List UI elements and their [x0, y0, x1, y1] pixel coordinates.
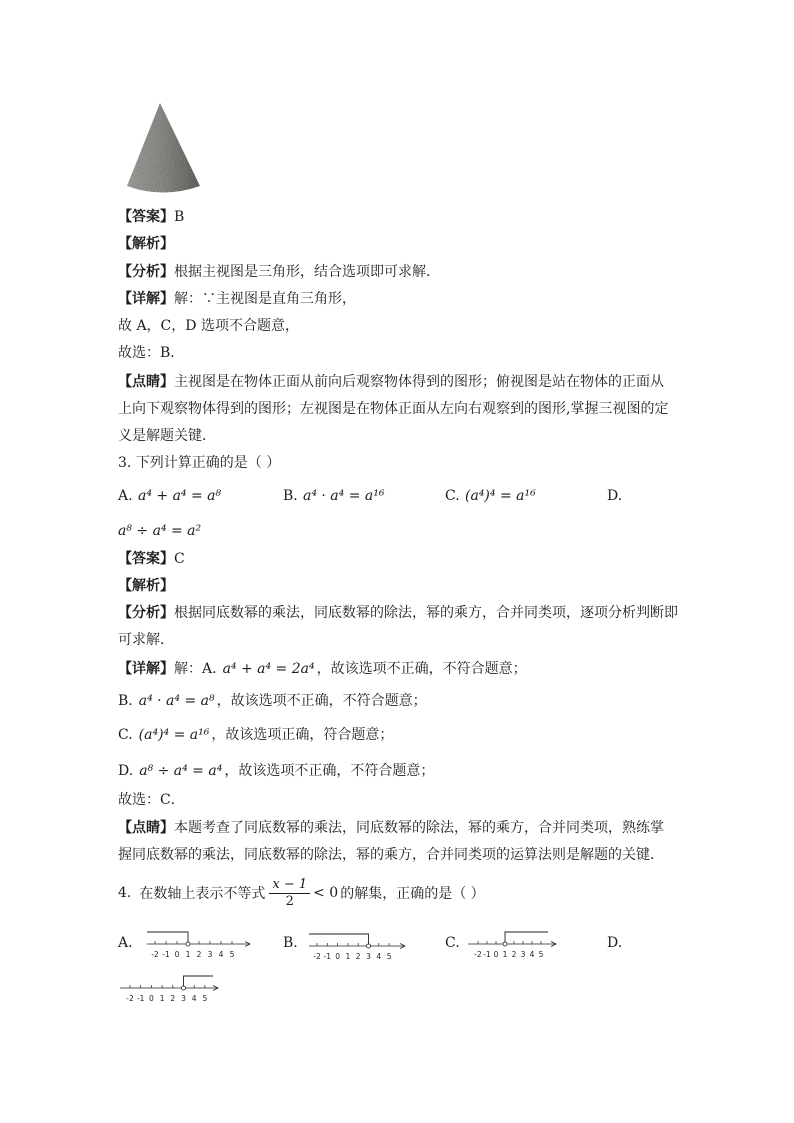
detail-text: 解：∵主视图是直角三角形， — [174, 291, 356, 307]
number-line-tick-label: 5 — [202, 994, 208, 1003]
boundary-point — [182, 986, 186, 990]
q3-option-c — [445, 486, 538, 506]
q3-stem — [118, 453, 280, 473]
boundary-point — [503, 942, 507, 946]
solution-ray — [505, 932, 548, 944]
option-letter: A. — [118, 488, 133, 504]
fraction-numerator: x − 1 — [269, 877, 310, 894]
option-expression: (a⁴)⁴ = a¹⁶ — [465, 488, 536, 504]
detail-prefix: D. — [118, 763, 134, 779]
q3-choice: 故选：C． — [118, 792, 185, 808]
number-line-tick-label: 3 — [207, 950, 213, 959]
q2-comment-line-3: 义是解题关键． — [118, 428, 216, 444]
q3-detail-d — [118, 761, 434, 781]
question-number: 4. — [118, 885, 132, 901]
detail-verdict: ，故该选项正确，符合题意； — [211, 727, 394, 743]
q4-option-b-number-line — [307, 930, 409, 964]
detail-prefix: A. — [202, 661, 217, 677]
q4-option-a-letter: A. — [118, 935, 133, 951]
q3-option-d-letter: D. — [607, 488, 623, 504]
question-text-before: 在数轴上表示不等式 — [139, 886, 266, 902]
solution-ray — [184, 976, 214, 988]
cone-shape — [127, 103, 200, 193]
boundary-point — [367, 944, 371, 948]
number-line-tick-label: 4 — [218, 950, 224, 959]
q3-analysis-line-2: 可求解． — [118, 632, 174, 648]
q2-analysis-heading: 【解析】 — [118, 236, 174, 252]
q3-detail-c — [118, 725, 393, 745]
number-line-tick-label: 2 — [511, 950, 517, 959]
question-text-after: 的解集，正确的是（ ） — [340, 886, 485, 902]
cone-figure — [124, 100, 206, 198]
q2-choice: 故选：B． — [118, 345, 185, 361]
number-line-tick-label: -2 — [313, 952, 321, 961]
analysis-label: 【分析】 — [118, 264, 174, 280]
q2-comment-line-2: 上向下观察物体得到的图形；左视图是在物体正面从左向右观察到的图形,掌握三视图的定 — [118, 401, 669, 417]
number-line-tick-label: 3 — [520, 950, 526, 959]
q4-option-a-number-line — [145, 928, 255, 962]
detail-prefix: B. — [118, 693, 133, 709]
number-line-tick-label: -1 — [483, 950, 491, 959]
q3-analysis-heading: 【解析】 — [118, 578, 174, 594]
detail-expression: (a⁴)⁴ = a¹⁶ — [138, 727, 210, 743]
number-line-tick-label: 2 — [170, 994, 176, 1003]
detail-lead: 解： — [174, 661, 202, 677]
q3-detail-b — [118, 691, 427, 711]
fraction-denominator: 2 — [285, 893, 294, 909]
option-letter: B. — [283, 488, 298, 504]
number-line-tick-label: 3 — [366, 952, 371, 961]
comment-text: 本题考查了同底数幂的乘法，同底数幂的除法，幂的乘方，合并同类项，熟练掌 — [174, 820, 664, 836]
q4-option-c-number-line — [466, 928, 560, 962]
q4-option-d-letter: D. — [607, 935, 623, 951]
number-line-tick-label: 0 — [174, 950, 180, 959]
q3-answer — [118, 549, 185, 569]
detail-expression: a⁸ ÷ a⁴ = a⁴ — [139, 763, 223, 779]
number-line-tick-label: -1 — [162, 950, 170, 959]
comment-label: 【点睛】 — [118, 374, 174, 390]
number-line-tick-label: 0 — [493, 950, 499, 959]
q3-option-d-expression — [118, 521, 203, 541]
boundary-point — [186, 942, 190, 946]
q4-option-d-number-line — [118, 972, 222, 1006]
comment-label: 【点睛】 — [118, 820, 174, 836]
solution-ray — [147, 932, 188, 944]
q2-detail — [118, 289, 356, 309]
q2-analysis — [118, 262, 440, 282]
analysis-text: 根据同底数幂的乘法，同底数幂的除法，幂的乘方，合并同类项，逐项分析判断即 — [174, 605, 678, 621]
question-number: 3. — [118, 455, 132, 471]
option-expression: a⁴ · a⁴ = a¹⁶ — [303, 488, 385, 504]
option-expression: a⁴ + a⁴ = a⁸ — [138, 488, 222, 504]
inequality-relation: < 0 — [313, 885, 339, 901]
number-line-tick-label: 3 — [181, 994, 186, 1003]
number-line-tick-label: 5 — [229, 950, 235, 959]
detail-verdict: ，故该选项不正确，不符合题意； — [316, 661, 527, 677]
number-line-tick-label: 1 — [345, 952, 351, 961]
q4-option-c-letter: C. — [445, 935, 460, 951]
q3-detail-a — [118, 659, 527, 679]
detail-prefix: C. — [118, 727, 133, 743]
answer-value: B — [174, 209, 185, 225]
inequality-fraction — [269, 877, 310, 910]
option-letter: C. — [445, 488, 460, 504]
answer-label: 【答案】 — [118, 551, 174, 567]
number-line-tick-label: 4 — [191, 994, 197, 1003]
q2-detail-line-2: 故 A，C，D 选项不合题意， — [118, 318, 299, 334]
answer-label: 【答案】 — [118, 209, 174, 225]
number-line-tick-label: -2 — [151, 950, 159, 959]
detail-label: 【详解】 — [118, 661, 174, 677]
analysis-label: 【分析】 — [118, 605, 174, 621]
number-line-tick-label: 2 — [196, 950, 202, 959]
comment-text: 主视图是在物体正面从前向后观察物体得到的图形；俯视图是站在物体的正面从 — [174, 374, 664, 390]
detail-expression: a⁴ + a⁴ = 2a⁴ — [222, 661, 315, 677]
number-line-tick-label: 5 — [538, 950, 544, 959]
number-line-tick-label: 0 — [335, 952, 340, 961]
q3-option-b — [283, 486, 386, 506]
number-line-tick-label: 4 — [376, 952, 382, 961]
q3-comment-line-1 — [118, 818, 664, 838]
analysis-text: 根据主视图是三角形，结合选项即可求解． — [174, 264, 440, 280]
answer-value: C — [174, 551, 185, 567]
q3-option-a — [118, 486, 223, 506]
detail-label: 【详解】 — [118, 291, 174, 307]
number-line-tick-label: 1 — [185, 950, 191, 959]
number-line-tick-label: 1 — [159, 994, 165, 1003]
question-text: 下列计算正确的是（ ） — [135, 455, 281, 471]
solution-ray — [309, 934, 369, 946]
number-line-tick-label: -1 — [323, 952, 332, 961]
number-line-tick-label: 2 — [355, 952, 361, 961]
detail-expression: a⁴ · a⁴ = a⁸ — [138, 693, 215, 709]
number-line-tick-label: -2 — [474, 950, 482, 959]
number-line-tick-label: 1 — [502, 950, 508, 959]
q2-comment-line-1 — [118, 372, 664, 392]
number-line-tick-label: 5 — [386, 952, 392, 961]
q3-analysis-line-1 — [118, 603, 678, 623]
number-line-tick-label: 0 — [149, 994, 154, 1003]
detail-verdict: ，故该选项不正确，不符合题意； — [224, 763, 435, 779]
detail-verdict: ，故该选项不正确，不符合题意； — [216, 693, 427, 709]
q4-option-b-letter: B. — [283, 935, 298, 951]
number-line-tick-label: -1 — [136, 994, 145, 1003]
number-line-tick-label: 4 — [529, 950, 535, 959]
q2-answer — [118, 207, 184, 227]
q3-comment-line-2: 握同底数幂的乘法，同底数幂的除法，幂的乘方，合并同类项的运算法则是解题的关键． — [118, 847, 664, 863]
option-expression: a⁸ ÷ a⁴ = a² — [118, 523, 202, 539]
number-line-tick-label: -2 — [126, 994, 134, 1003]
q4-stem — [118, 876, 485, 910]
